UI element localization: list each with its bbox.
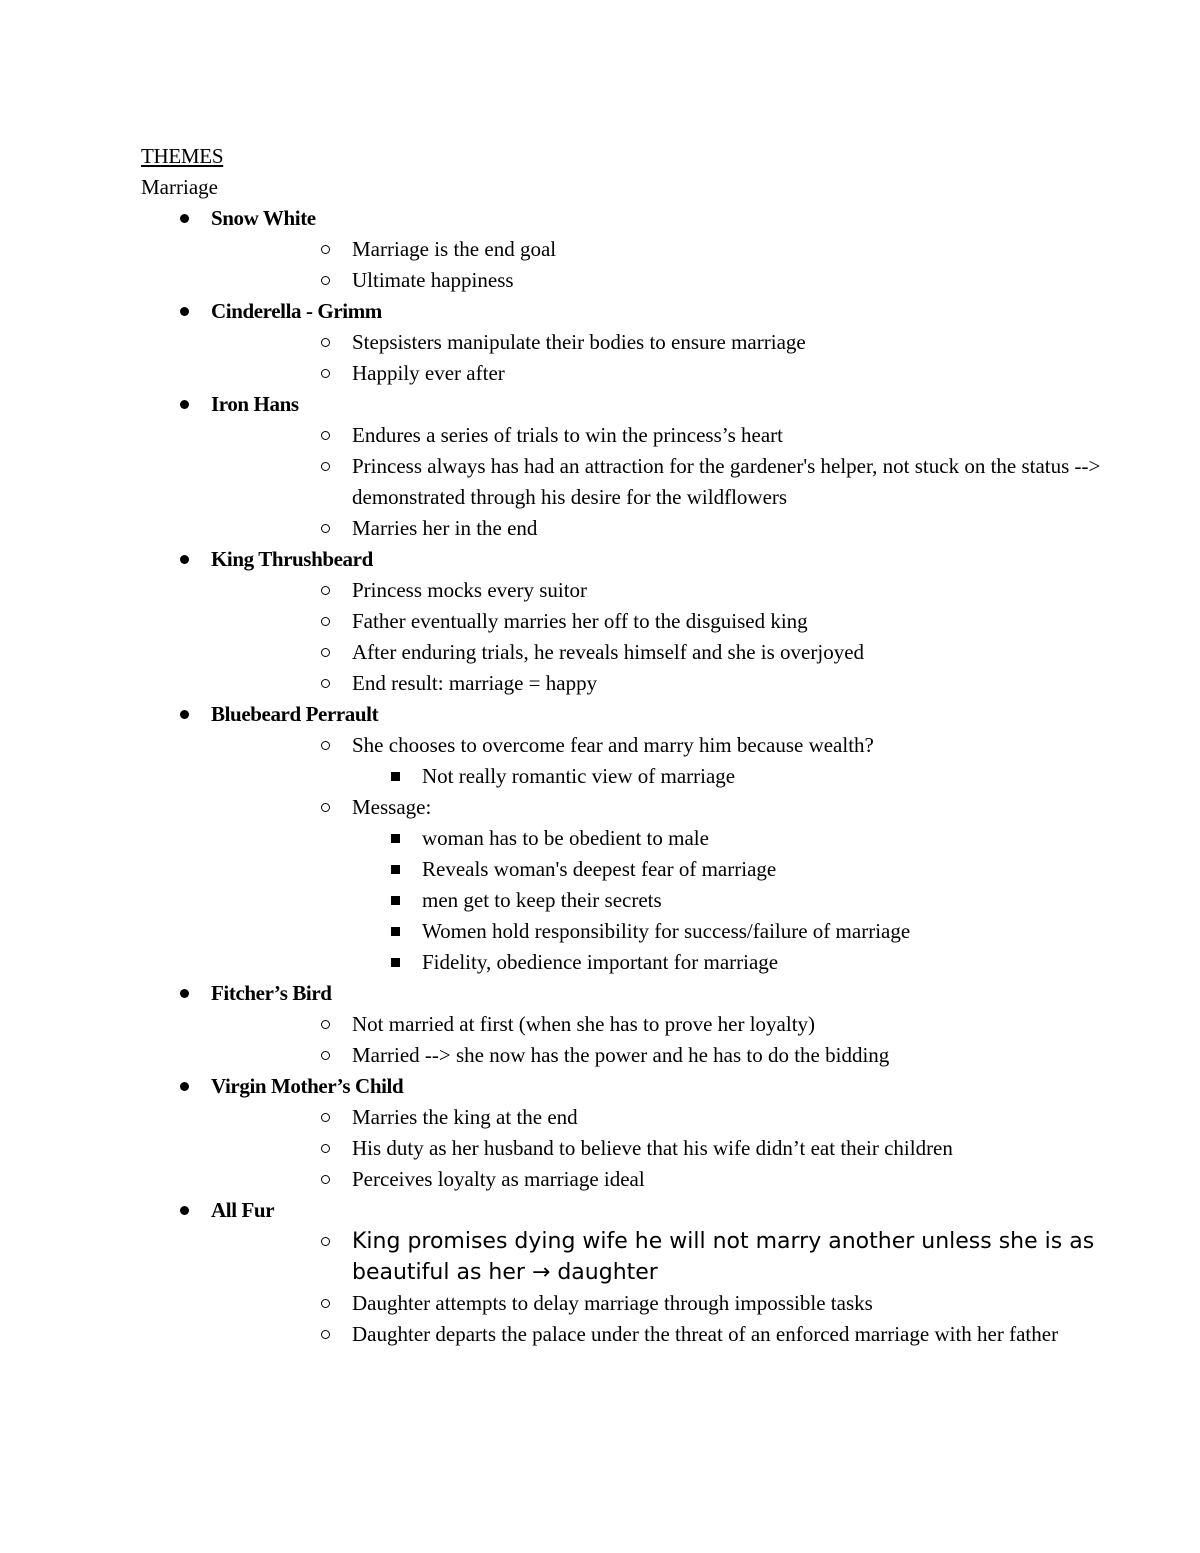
list-item bbox=[211, 947, 1061, 978]
list-item bbox=[211, 1226, 1095, 1288]
list-item bbox=[211, 420, 1061, 451]
point-text: Perceives loyalty as marriage ideal bbox=[352, 1167, 645, 1191]
story-title: All Fur bbox=[211, 1198, 275, 1222]
subpoint-text: men get to keep their secrets bbox=[422, 888, 662, 912]
list-item bbox=[211, 451, 1101, 513]
subpoint-text: Women hold responsibility for success/failure of marriage bbox=[422, 919, 911, 943]
point-list bbox=[211, 234, 1061, 296]
story-title: Fitcher’s Bird bbox=[211, 981, 332, 1005]
list-item bbox=[211, 265, 1061, 296]
list-item bbox=[211, 637, 1061, 668]
list-item bbox=[211, 575, 1061, 606]
list-item bbox=[211, 885, 1061, 916]
point-list bbox=[211, 575, 1061, 699]
point-text: Married --> she now has the power and he has to do the bidding bbox=[352, 1043, 890, 1067]
story-title: Virgin Mother’s Child bbox=[211, 1074, 404, 1098]
subpoint-list bbox=[211, 823, 1061, 978]
point-text: Endures a series of trials to win the princess’s heart bbox=[352, 423, 783, 447]
story-list bbox=[141, 203, 1101, 1350]
document-content bbox=[141, 141, 1101, 1350]
list-item bbox=[211, 730, 1061, 792]
story-title: Snow White bbox=[211, 206, 316, 230]
story-item bbox=[141, 389, 1101, 544]
list-item bbox=[211, 916, 1061, 947]
point-list bbox=[211, 1226, 1095, 1350]
subpoint-text: Fidelity, obedience important for marriage bbox=[422, 950, 779, 974]
point-text: Daughter departs the palace under the threat of an enforced marriage with her father bbox=[352, 1322, 1059, 1346]
point-list bbox=[211, 1009, 1061, 1071]
point-text: His duty as her husband to believe that his wife didn’t eat their children bbox=[352, 1136, 953, 1160]
story-item bbox=[141, 203, 1061, 296]
point-text: Stepsisters manipulate their bodies to ensure marriage bbox=[352, 330, 806, 354]
story-item bbox=[141, 699, 1061, 978]
subpoint-list bbox=[211, 761, 1061, 792]
subpoint-text: Not really romantic view of marriage bbox=[422, 764, 736, 788]
point-text: Father eventually marries her off to the disguised king bbox=[352, 609, 808, 633]
list-item bbox=[211, 513, 1061, 544]
document-heading: THEMES bbox=[141, 144, 224, 168]
list-item bbox=[211, 1009, 1061, 1040]
point-list bbox=[211, 1102, 1061, 1195]
story-title: Iron Hans bbox=[211, 392, 299, 416]
list-item bbox=[211, 792, 1061, 978]
point-text: End result: marriage = happy bbox=[352, 671, 598, 695]
story-item bbox=[141, 1195, 1095, 1350]
story-title: Cinderella - Grimm bbox=[211, 299, 382, 323]
point-text: Marries her in the end bbox=[352, 516, 538, 540]
list-item bbox=[211, 1040, 1061, 1071]
point-text: Happily ever after bbox=[352, 361, 505, 385]
story-item bbox=[141, 544, 1061, 699]
list-item bbox=[211, 1164, 1061, 1195]
point-list bbox=[211, 327, 1061, 389]
list-item bbox=[211, 1133, 1061, 1164]
list-item bbox=[211, 854, 1061, 885]
story-item bbox=[141, 1071, 1061, 1195]
point-text: Marriage is the end goal bbox=[352, 237, 557, 261]
subpoint-text: woman has to be obedient to male bbox=[422, 826, 709, 850]
point-text: Princess mocks every suitor bbox=[352, 578, 588, 602]
point-text: Not married at first (when she has to prove her loyalty) bbox=[352, 1012, 816, 1036]
story-title: Bluebeard Perrault bbox=[211, 702, 379, 726]
list-item bbox=[211, 234, 1061, 265]
list-item bbox=[211, 761, 1061, 792]
list-item bbox=[211, 1319, 1061, 1350]
point-text: Daughter attempts to delay marriage through impossible tasks bbox=[352, 1291, 873, 1315]
section-title: Marriage bbox=[141, 175, 218, 199]
list-item bbox=[211, 358, 1061, 389]
point-text: Message: bbox=[352, 795, 432, 819]
point-text: Ultimate happiness bbox=[352, 268, 514, 292]
point-text: After enduring trials, he reveals himself and she is overjoyed bbox=[352, 640, 865, 664]
point-list bbox=[211, 420, 1101, 544]
point-text: Marries the king at the end bbox=[352, 1105, 578, 1129]
list-item bbox=[211, 1288, 1061, 1319]
story-item bbox=[141, 296, 1061, 389]
subpoint-text: Reveals woman's deepest fear of marriage bbox=[422, 857, 777, 881]
point-text: She chooses to overcome fear and marry him because wealth? bbox=[352, 733, 874, 757]
story-title: King Thrushbeard bbox=[211, 547, 373, 571]
story-item bbox=[141, 978, 1061, 1071]
list-item bbox=[211, 1102, 1061, 1133]
list-item bbox=[211, 327, 1061, 358]
point-text: Princess always has had an attraction for the gardener's helper, not stuck on the status --> demonstrated through his desire for the wildflowers bbox=[352, 454, 1101, 509]
list-item bbox=[211, 823, 1061, 854]
list-item bbox=[211, 668, 1061, 699]
point-list bbox=[211, 730, 1061, 978]
point-text: King promises dying wife he will not marry another unless she is as beautiful as her → daughter bbox=[352, 1229, 1095, 1285]
list-item bbox=[211, 606, 1061, 637]
